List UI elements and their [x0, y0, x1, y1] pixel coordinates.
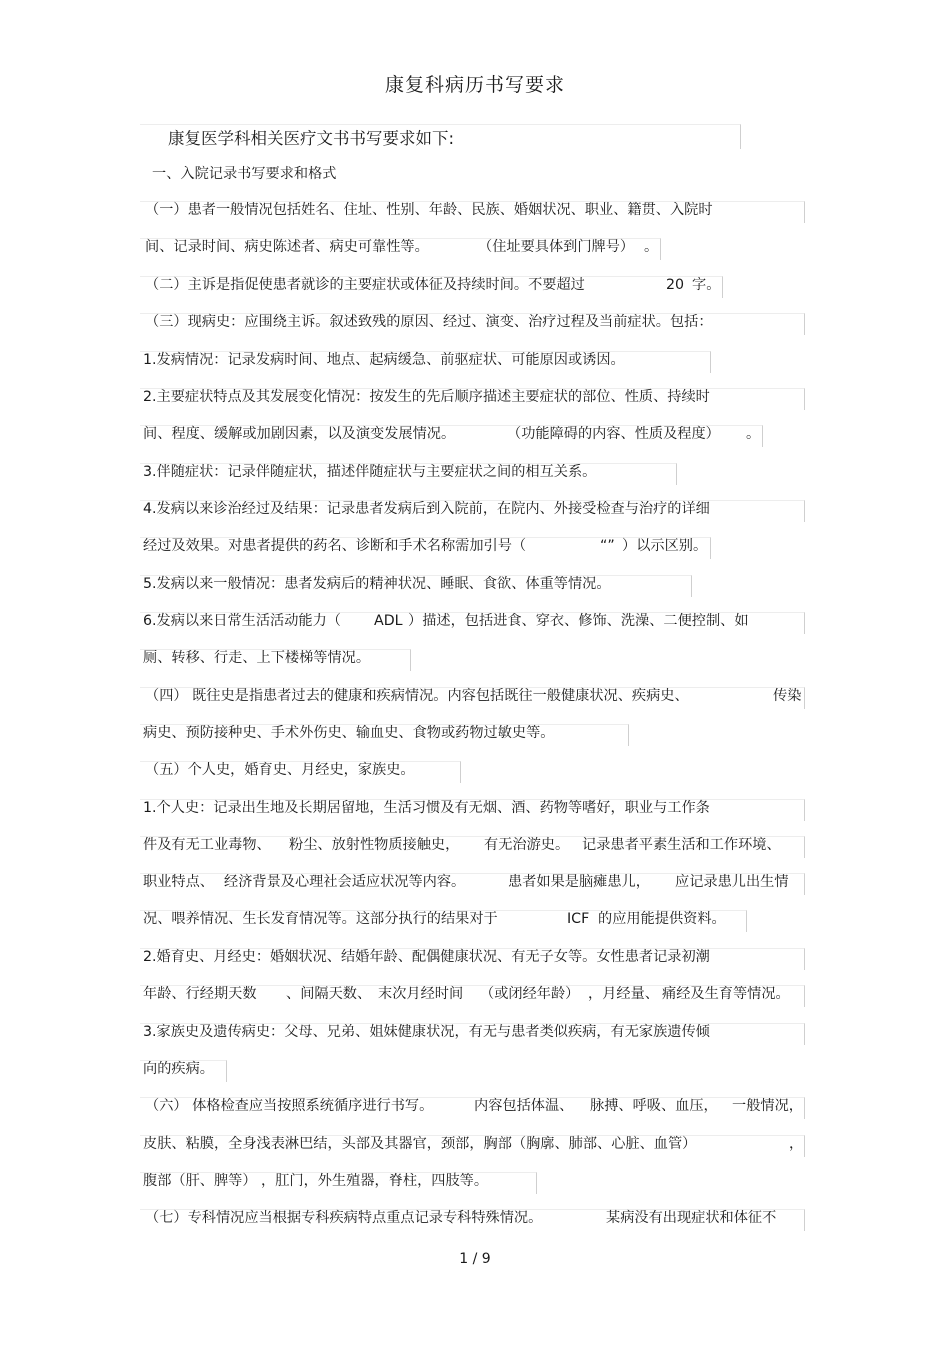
paragraph-1-end: 。	[644, 239, 659, 255]
personal-history-line-4: 况、喂养情况、生长发育情况等。这部分执行的结果对于	[143, 911, 498, 927]
list-item-6-adl: ADL	[374, 613, 403, 629]
personal-history-line-2-d: 记录患者平素生活和工作环境、	[582, 837, 781, 853]
list-item-5: 5.发病以来一般情况：患者发病后的精神状况、睡眠、食欲、体重等情况。	[143, 576, 611, 592]
paragraph-3-line-1: （三）现病史：应围绕主诉。叙述致残的原因、经过、演变、治疗过程及当前症状。包括：	[145, 314, 713, 330]
list-item-2-note: （功能障碍的内容、性质及程度）	[507, 426, 720, 442]
list-item-4-end: ）以示区别。	[622, 538, 708, 554]
paragraph-2-line-1: （二）主诉是指促使患者就诊的主要症状或体征及持续时间。不要超过	[145, 277, 585, 293]
marriage-history-line-1: 2.婚育史、月经史：婚姻状况、结婚年龄、配偶健康状况、有无子女等。女性患者记录初潮	[143, 949, 710, 965]
section-heading-1: 一、入院记录书写要求和格式	[152, 166, 337, 182]
personal-history-line-2: 件及有无工业毒物、	[143, 837, 271, 853]
personal-history-line-2-c: 有无治游史。	[484, 837, 570, 853]
document-title: 康复科病历书写要求	[384, 74, 565, 96]
list-item-1: 1.发病情况：记录发病时间、地点、起病缓急、前驱症状、可能原因或诱因。	[143, 352, 625, 368]
marriage-history-line-2-f: 痛经及生育等情况。	[662, 986, 790, 1002]
personal-history-line-4-b: 的应用能提供资料。	[598, 911, 726, 927]
paragraph-4-line-1: （四） 既往史是指患者过去的健康和疾病情况。内容包括既往一般健康状况、疾病史、	[145, 688, 689, 704]
paragraph-1-note: （住址要具体到门牌号）	[478, 239, 635, 255]
list-item-6-line-1: 6.发病以来日常生活活动能力（	[143, 613, 341, 629]
list-item-4-quote: “”	[600, 538, 615, 554]
personal-history-line-3-d: 应记录患儿出生情	[675, 874, 789, 890]
personal-history-line-2-b: 粉尘、放射性物质接触史，	[289, 837, 460, 853]
paragraph-6-line-1-d: 一般情况，	[732, 1098, 803, 1114]
list-item-2-line-1: 2.主要症状特点及其发展变化情况：按发生的先后顺序描述主要症状的部位、性质、持续时	[143, 389, 710, 405]
marriage-history-line-2: 年龄、行经期天数	[143, 986, 257, 1002]
paragraph-2-number: 20	[666, 277, 685, 293]
list-item-2-end: 。	[746, 426, 761, 442]
paragraph-6-line-1: （六） 体格检查应当按照系统循序进行书写。	[145, 1098, 434, 1114]
list-item-3: 3.伴随症状：记录伴随症状，描述伴随症状与主要症状之间的相互关系。	[143, 464, 597, 480]
paragraph-7-line-1-b: 某病没有出现症状和体征不	[606, 1210, 777, 1226]
family-history-line-2: 向的疾病。	[143, 1061, 214, 1077]
personal-history-line-1: 1.个人史：记录出生地及长期居留地，生活习惯及有无烟、酒、药物等嗜好，职业与工作条	[143, 800, 710, 816]
document-subheading: 康复医学科相关医疗文书书写要求如下:	[168, 129, 455, 148]
personal-history-icf: ICF	[567, 911, 590, 927]
paragraph-6-line-1-b: 内容包括体温、	[474, 1098, 574, 1114]
paragraph-6-line-2-end: ，	[789, 1136, 804, 1152]
family-history-line-1: 3.家族史及遗传病史：父母、兄弟、姐妹健康状况，有无与患者类似疾病，有无家族遗传倾	[143, 1024, 710, 1040]
list-item-6-line-2: 厕、转移、行走、上下楼梯等情况。	[143, 650, 371, 666]
list-item-4-line-1: 4.发病以来诊治经过及结果：记录患者发病后到入院前，在院内、外接受检查与治疗的详细	[143, 501, 710, 517]
personal-history-line-3-c: 患者如果是脑瘫患儿，	[508, 874, 650, 890]
personal-history-line-3-b: 经济背景及心理社会适应状况等内容。	[224, 874, 466, 890]
list-item-2-line-2: 间、程度、缓解或加剧因素，以及演变发展情况。	[143, 426, 456, 442]
personal-history-line-3: 职业特点、	[143, 874, 214, 890]
marriage-history-line-2-e: ，月经量、	[588, 986, 659, 1002]
list-item-4-line-2: 经过及效果。对患者提供的药名、诊断和手术名称需加引号（	[143, 538, 527, 554]
paragraph-1-line-1: （一）患者一般情况包括姓名、住址、性别、年龄、民族、婚姻状况、职业、籍贯、入院时	[145, 202, 713, 218]
paragraph-6-line-1-c: 脉搏、呼吸、血压，	[590, 1098, 718, 1114]
marriage-history-line-2-b: 、间隔天数、	[286, 986, 372, 1002]
page-indicator: 1 / 9	[459, 1251, 491, 1267]
paragraph-4-line-1-end: 传染	[773, 688, 802, 704]
paragraph-1-line-2: 间、记录时间、病史陈述者、病史可靠性等。	[145, 239, 429, 255]
paragraph-6-line-2: 皮肤、粘膜，全身浅表淋巴结，头部及其器官，颈部，胸部（胸廓、肺部、心脏、血管）	[143, 1136, 697, 1152]
paragraph-6-line-3: 腹部（肝、脾等） ，肛门，外生殖器，脊柱，四肢等。	[143, 1173, 489, 1189]
marriage-history-line-2-d: （或闭经年龄）	[480, 986, 580, 1002]
paragraph-4-line-2: 病史、预防接种史、手术外伤史、输血史、食物或药物过敏史等。	[143, 725, 555, 741]
paragraph-2-unit: 字。	[692, 277, 721, 293]
marriage-history-line-2-c: 末次月经时间	[378, 986, 464, 1002]
list-item-6-line-1-rest: ）描述，包括进食、穿衣、修饰、洗澡、二便控制、如	[408, 613, 749, 629]
paragraph-7-line-1: （七）专科情况应当根据专科疾病特点重点记录专科特殊情况。	[145, 1210, 543, 1226]
paragraph-5-line-1: （五）个人史，婚育史、月经史，家族史。	[145, 762, 415, 778]
